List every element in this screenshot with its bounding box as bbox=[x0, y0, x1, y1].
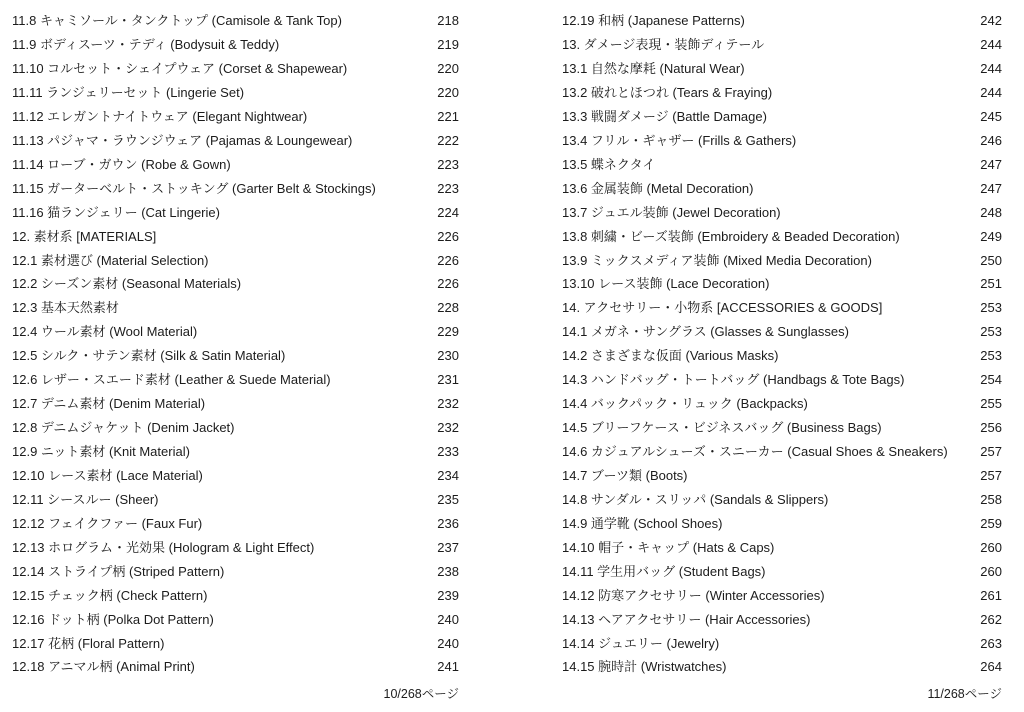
toc-entry bbox=[12, 416, 459, 440]
toc-entry-label: 14.15 腕時計 (Wristwatches) bbox=[562, 659, 727, 675]
toc-entry-page: 259 bbox=[980, 515, 1002, 531]
toc-entry-page: 232 bbox=[437, 420, 459, 436]
toc-entry-label: 14.1 メガネ・サングラス (Glasses & Sunglasses) bbox=[562, 324, 849, 340]
toc-entry-label: 13.2 破れとほつれ (Tears & Fraying) bbox=[562, 84, 773, 100]
toc-entry bbox=[562, 464, 1002, 488]
toc-entry-page: 257 bbox=[980, 444, 1002, 460]
toc-entry-page: 245 bbox=[980, 108, 1002, 124]
toc-entry-page: 241 bbox=[437, 659, 459, 675]
toc-entry bbox=[562, 584, 1002, 608]
toc-entry-label: 11.11 ランジェリーセット (Lingerie Set) bbox=[12, 84, 245, 100]
toc-entry-label: 12.6 レザー・スエード素材 (Leather & Suede Material) bbox=[12, 372, 331, 388]
toc-entry bbox=[562, 201, 1002, 225]
toc-entry-page: 240 bbox=[437, 635, 459, 651]
toc-entry-page: 232 bbox=[437, 396, 459, 412]
toc-entry-label: 14.8 サンダル・スリッパ (Sandals & Slippers) bbox=[562, 491, 829, 507]
toc-entry bbox=[12, 655, 459, 679]
toc-entry bbox=[12, 153, 459, 177]
toc-entry bbox=[562, 392, 1002, 416]
toc-entry bbox=[12, 392, 459, 416]
toc-entry bbox=[562, 224, 1002, 248]
toc-entry-page: 264 bbox=[980, 659, 1002, 675]
toc-entry bbox=[12, 607, 459, 631]
toc-entry bbox=[562, 344, 1002, 368]
toc-entry bbox=[562, 416, 1002, 440]
toc-entry bbox=[562, 320, 1002, 344]
toc-entry-page: 242 bbox=[980, 13, 1002, 29]
toc-entry bbox=[12, 57, 459, 81]
toc-entry bbox=[562, 177, 1002, 201]
toc-entry bbox=[12, 248, 459, 272]
toc-entry bbox=[12, 631, 459, 655]
toc-entry-page: 219 bbox=[437, 37, 459, 53]
toc-entry bbox=[562, 248, 1002, 272]
toc-entry-label: 11.12 エレガントナイトウェア (Elegant Nightwear) bbox=[12, 108, 308, 124]
toc-entry-page: 249 bbox=[980, 228, 1002, 244]
toc-entry-page: 257 bbox=[980, 467, 1002, 483]
toc-entry bbox=[12, 344, 459, 368]
toc-entry bbox=[562, 536, 1002, 560]
toc-entry-page: 251 bbox=[980, 276, 1002, 292]
toc-entry-label: 14.13 ヘアアクセサリー (Hair Accessories) bbox=[562, 611, 811, 627]
toc-entry-page: 238 bbox=[437, 563, 459, 579]
toc-entry-page: 260 bbox=[980, 563, 1002, 579]
toc-entry-label: 13.1 自然な摩耗 (Natural Wear) bbox=[562, 61, 745, 77]
toc-entry-label: 11.10 コルセット・シェイプウェア (Corset & Shapewear) bbox=[12, 61, 348, 77]
toc-column-left bbox=[12, 9, 459, 679]
toc-entry-page: 250 bbox=[980, 252, 1002, 268]
toc-entry-page: 236 bbox=[437, 515, 459, 531]
toc-entry bbox=[12, 105, 459, 129]
toc-entry-page: 255 bbox=[980, 396, 1002, 412]
toc-entry-page: 223 bbox=[437, 180, 459, 196]
toc-entry bbox=[562, 57, 1002, 81]
toc-entry-label: 12.3 基本天然素材 bbox=[12, 300, 119, 316]
toc-entry-label: 14.11 学生用バッグ (Student Bags) bbox=[562, 563, 766, 579]
toc-entry-label: 12.19 和柄 (Japanese Patterns) bbox=[562, 13, 745, 29]
toc-entry-label: 14.3 ハンドバッグ・トートバッグ (Handbags & Tote Bags) bbox=[562, 372, 905, 388]
toc-entry bbox=[562, 655, 1002, 679]
toc-entry-label: 13.3 戦闘ダメージ (Battle Damage) bbox=[562, 108, 767, 124]
toc-entry-label: 13.8 刺繍・ビーズ装飾 (Embroidery & Beaded Decoration) bbox=[562, 228, 900, 244]
toc-entry bbox=[562, 129, 1002, 153]
toc-entry bbox=[12, 272, 459, 296]
toc-entry-label: 11.14 ローブ・ガウン (Robe & Gown) bbox=[12, 156, 231, 172]
toc-entry-page: 224 bbox=[437, 204, 459, 220]
toc-entry-page: 261 bbox=[980, 587, 1002, 603]
page-footer-left: 10/268ページ bbox=[383, 687, 459, 701]
toc-entry bbox=[12, 320, 459, 344]
toc-column-right bbox=[562, 9, 1002, 679]
toc-entry-page: 223 bbox=[437, 156, 459, 172]
toc-entry-page: 244 bbox=[980, 37, 1002, 53]
toc-entry-page: 262 bbox=[980, 611, 1002, 627]
toc-entry-page: 253 bbox=[980, 324, 1002, 340]
toc-entry-page: 244 bbox=[980, 84, 1002, 100]
toc-entry-page: 226 bbox=[437, 252, 459, 268]
toc-entry bbox=[562, 9, 1002, 33]
toc-entry-label: 12.18 アニマル柄 (Animal Print) bbox=[12, 659, 195, 675]
toc-entry bbox=[562, 105, 1002, 129]
toc-entry bbox=[12, 177, 459, 201]
toc-entry-label: 13.6 金属装飾 (Metal Decoration) bbox=[562, 180, 754, 196]
toc-entry-page: 220 bbox=[437, 61, 459, 77]
toc-entry-label: 12. 素材系 [MATERIALS] bbox=[12, 228, 157, 244]
toc-entry-label: 12.1 素材選び (Material Selection) bbox=[12, 252, 209, 268]
toc-entry bbox=[562, 33, 1002, 57]
toc-entry-label: 14.10 帽子・キャップ (Hats & Caps) bbox=[562, 539, 775, 555]
toc-entry bbox=[12, 368, 459, 392]
toc-entry-page: 253 bbox=[980, 348, 1002, 364]
toc-entry bbox=[12, 440, 459, 464]
toc-entry-page: 226 bbox=[437, 228, 459, 244]
toc-entry-page: 253 bbox=[980, 300, 1002, 316]
toc-entry-page: 228 bbox=[437, 300, 459, 316]
toc-entry-label: 12.9 ニット素材 (Knit Material) bbox=[12, 444, 190, 460]
toc-entry-page: 240 bbox=[437, 611, 459, 627]
toc-entry-page: 247 bbox=[980, 180, 1002, 196]
toc-entry-page: 244 bbox=[980, 61, 1002, 77]
toc-entry-page: 222 bbox=[437, 132, 459, 148]
toc-entry-label: 14.2 さまざまな仮面 (Various Masks) bbox=[562, 348, 779, 364]
toc-entry bbox=[562, 560, 1002, 584]
toc-entry-label: 11.16 猫ランジェリー (Cat Lingerie) bbox=[12, 204, 220, 220]
toc-entry bbox=[12, 201, 459, 225]
toc-entry bbox=[562, 153, 1002, 177]
toc-entry-label: 12.4 ウール素材 (Wool Material) bbox=[12, 324, 198, 340]
toc-entry-page: 248 bbox=[980, 204, 1002, 220]
toc-entry-label: 14.4 バックパック・リュック (Backpacks) bbox=[562, 396, 808, 412]
toc-entry-page: 247 bbox=[980, 156, 1002, 172]
toc-entry-label: 13. ダメージ表現・装飾ディテール bbox=[562, 37, 765, 53]
toc-entry-label: 12.2 シーズン素材 (Seasonal Materials) bbox=[12, 276, 242, 292]
toc-entry-label: 12.13 ホログラム・光効果 (Hologram & Light Effect) bbox=[12, 539, 315, 555]
toc-entry bbox=[562, 272, 1002, 296]
toc-entry-label: 13.5 蝶ネクタイ bbox=[562, 156, 656, 172]
toc-entry bbox=[12, 560, 459, 584]
toc-entry bbox=[562, 440, 1002, 464]
toc-entry-label: 12.8 デニムジャケット (Denim Jacket) bbox=[12, 420, 235, 436]
toc-entry-label: 14.5 ブリーフケース・ビジネスバッグ (Business Bags) bbox=[562, 420, 882, 436]
toc-entry-page: 218 bbox=[437, 13, 459, 29]
toc-entry bbox=[12, 536, 459, 560]
toc-entry-label: 11.15 ガーターベルト・ストッキング (Garter Belt & Stockings) bbox=[12, 180, 376, 196]
toc-entry-label: 12.16 ドット柄 (Polka Dot Pattern) bbox=[12, 611, 214, 627]
toc-entry-page: 239 bbox=[437, 587, 459, 603]
page-footer-right: 11/268ページ bbox=[927, 687, 1002, 701]
toc-entry-label: 14.14 ジュエリー (Jewelry) bbox=[562, 635, 720, 651]
toc-entry-page: 237 bbox=[437, 539, 459, 555]
toc-entry-label: 14.12 防寒アクセサリー (Winter Accessories) bbox=[562, 587, 825, 603]
toc-entry-page: 263 bbox=[980, 635, 1002, 651]
toc-entry-label: 14.9 通学靴 (School Shoes) bbox=[562, 515, 723, 531]
toc-entry bbox=[562, 368, 1002, 392]
toc-entry-label: 12.14 ストライプ柄 (Striped Pattern) bbox=[12, 563, 225, 579]
toc-entry bbox=[12, 296, 459, 320]
toc-entry bbox=[562, 488, 1002, 512]
toc-entry-label: 11.8 キャミソール・タンクトップ (Camisole & Tank Top) bbox=[12, 13, 342, 29]
toc-entry bbox=[12, 224, 459, 248]
toc-entry-label: 13.10 レース装飾 (Lace Decoration) bbox=[562, 276, 770, 292]
toc-entry-page: 229 bbox=[437, 324, 459, 340]
toc-entry-label: 12.7 デニム素材 (Denim Material) bbox=[12, 396, 206, 412]
toc-entry bbox=[562, 81, 1002, 105]
toc-entry-page: 226 bbox=[437, 276, 459, 292]
toc-entry-label: 13.7 ジュエル装飾 (Jewel Decoration) bbox=[562, 204, 781, 220]
toc-entry-page: 234 bbox=[437, 467, 459, 483]
toc-entry-page: 230 bbox=[437, 348, 459, 364]
toc-entry bbox=[12, 512, 459, 536]
toc-entry-page: 235 bbox=[437, 491, 459, 507]
toc-entry-page: 221 bbox=[437, 108, 459, 124]
toc-entry-label: 11.13 パジャマ・ラウンジウェア (Pajamas & Loungewear) bbox=[12, 132, 353, 148]
toc-entry-page: 260 bbox=[980, 539, 1002, 555]
toc-entry-label: 11.9 ボディスーツ・テディ (Bodysuit & Teddy) bbox=[12, 37, 280, 53]
toc-entry bbox=[12, 33, 459, 57]
toc-entry-page: 256 bbox=[980, 420, 1002, 436]
toc-entry-label: 12.10 レース素材 (Lace Material) bbox=[12, 467, 203, 483]
toc-entry-label: 12.12 フェイクファー (Faux Fur) bbox=[12, 515, 203, 531]
toc-entry bbox=[12, 488, 459, 512]
toc-entry-page: 220 bbox=[437, 84, 459, 100]
toc-entry bbox=[12, 81, 459, 105]
toc-entry bbox=[12, 129, 459, 153]
toc-entry-page: 258 bbox=[980, 491, 1002, 507]
toc-entry bbox=[562, 607, 1002, 631]
toc-entry-page: 254 bbox=[980, 372, 1002, 388]
toc-entry-label: 12.5 シルク・サテン素材 (Silk & Satin Material) bbox=[12, 348, 286, 364]
toc-entry-label: 14.6 カジュアルシューズ・スニーカー (Casual Shoes & Sneakers) bbox=[562, 444, 948, 460]
toc-entry-label: 12.11 シースルー (Sheer) bbox=[12, 491, 159, 507]
toc-entry bbox=[562, 296, 1002, 320]
toc-entry-label: 14.7 ブーツ類 (Boots) bbox=[562, 467, 688, 483]
toc-entry-label: 13.9 ミックスメディア装飾 (Mixed Media Decoration) bbox=[562, 252, 872, 268]
toc-entry bbox=[12, 584, 459, 608]
toc-entry bbox=[12, 9, 459, 33]
toc-entry-label: 12.15 チェック柄 (Check Pattern) bbox=[12, 587, 208, 603]
toc-entry-label: 13.4 フリル・ギャザー (Frills & Gathers) bbox=[562, 132, 797, 148]
toc-entry-page: 231 bbox=[437, 372, 459, 388]
toc-entry-label: 14. アクセサリー・小物系 [ACCESSORIES & GOODS] bbox=[562, 300, 883, 316]
toc-entry-page: 246 bbox=[980, 132, 1002, 148]
toc-entry bbox=[562, 631, 1002, 655]
toc-entry bbox=[562, 512, 1002, 536]
toc-entry bbox=[12, 464, 459, 488]
toc-entry-label: 12.17 花柄 (Floral Pattern) bbox=[12, 635, 165, 651]
toc-entry-page: 233 bbox=[437, 444, 459, 460]
